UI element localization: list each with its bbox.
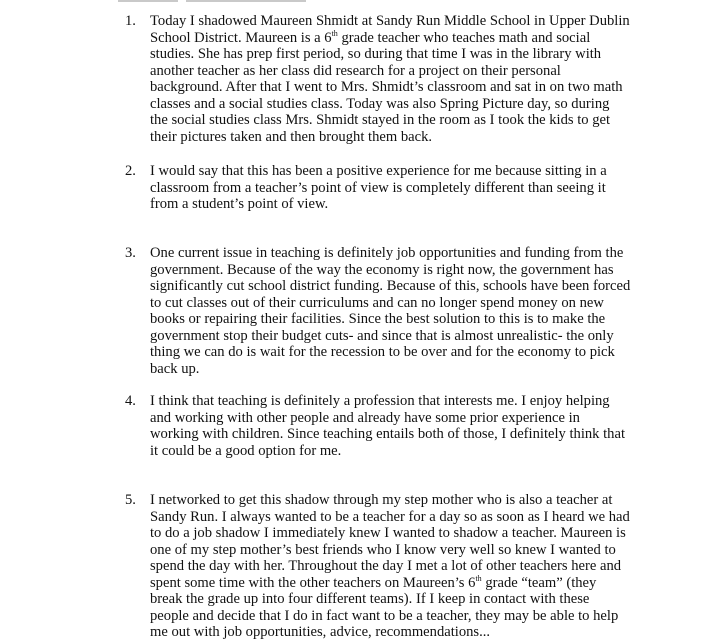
- item-line: I think that teaching is definitely a profession that interests me. I enjoy helping: [150, 393, 610, 409]
- ordinal-superscript: th: [475, 573, 482, 583]
- item-line: Sandy Run. I always wanted to be a teacher for a day so as soon as I heard we had: [150, 508, 630, 525]
- item-line: another teacher as her class did research for a project on their personal: [150, 62, 561, 79]
- ordinal-superscript: th: [331, 28, 338, 38]
- item-line: working with children. Since teaching entails both of those, I definitely think that: [150, 426, 626, 442]
- item-line: and working with other people and already have some prior experience in: [150, 409, 580, 426]
- item-line: break the grade up into four different teams). If I keep in contact with these: [150, 591, 590, 607]
- line-text: grade “team” (they: [481, 574, 597, 591]
- item-line: one of my step mother’s best friends who I know very well so knew I wanted to: [150, 541, 616, 558]
- item-body: [150, 13, 630, 145]
- item-line: [150, 575, 630, 592]
- item-line: the social studies class Mrs. Shmidt stayed in the room as I took the kids to get: [150, 112, 611, 128]
- item-line: from a student’s point of view.: [150, 196, 329, 212]
- item-line: significantly cut school district funding. Because of this, schools have been forced: [150, 278, 631, 294]
- line-text: School District. Maureen is a 6: [150, 29, 332, 46]
- item-number: 2.: [125, 163, 136, 179]
- item-body: [150, 393, 630, 459]
- item-body: [150, 492, 630, 641]
- item-line: studies. She has prep first period, so during that time I was in the library with: [150, 46, 602, 62]
- item-line: back up.: [150, 360, 200, 377]
- item-line: me out with job opportunities, advice, recommendations...: [150, 624, 491, 640]
- item-line: to cut classes out of their curriculums and can no longer spend money on new: [150, 294, 604, 311]
- item-line: background. After that I went to Mrs. Shmidt’s classroom and sat in on two math: [150, 79, 623, 95]
- line-text: grade teacher who teaches math and social: [337, 29, 591, 46]
- item-line: One current issue in teaching is definitely job opportunities and funding from the: [150, 245, 624, 261]
- item-line: classes and a social studies class. Today was also Spring Picture day, so during: [150, 95, 610, 112]
- item-line: spend the day with her. Throughout the day I met a lot of other teachers here and: [150, 558, 622, 574]
- item-number: 4.: [125, 393, 136, 409]
- item-line: government stop their budget cuts- and since that is almost unrealistic- the only: [150, 327, 614, 344]
- item-body: [150, 245, 630, 377]
- item-number: 5.: [125, 492, 136, 508]
- item-line: it could be a good option for me.: [150, 442, 342, 459]
- item-body: [150, 163, 630, 213]
- item-line: I networked to get this shadow through my step mother who is also a teacher at: [150, 492, 613, 508]
- item-line: to do a job shadow I immediately knew I wanted to shadow a teacher. Maureen is: [150, 525, 626, 541]
- item-line: Today I shadowed Maureen Shmidt at Sandy Run Middle School in Upper Dublin: [150, 13, 630, 29]
- cut-off-heading-fragment: [118, 0, 318, 2]
- item-line: I would say that this has been a positive experience for me because sitting in a: [150, 163, 607, 179]
- item-line: [150, 30, 630, 47]
- item-number: 1.: [125, 13, 136, 29]
- item-line: government. Because of the way the economy is right now, the government has: [150, 261, 614, 278]
- item-number: 3.: [125, 245, 136, 261]
- item-line: thing we can do is wait for the recession to be over and for the economy to pick: [150, 344, 615, 360]
- item-line: books or repairing their facilities. Since the best solution to this is to make the: [150, 311, 606, 327]
- item-line: their pictures taken and then brought them back.: [150, 128, 433, 145]
- item-line: classroom from a teacher’s point of view is completely different than seeing it: [150, 179, 606, 196]
- item-line: people and decide that I do in fact want to be a teacher, they may be able to help: [150, 607, 619, 624]
- line-text: spent some time with the other teachers on Maureen’s 6: [150, 574, 476, 591]
